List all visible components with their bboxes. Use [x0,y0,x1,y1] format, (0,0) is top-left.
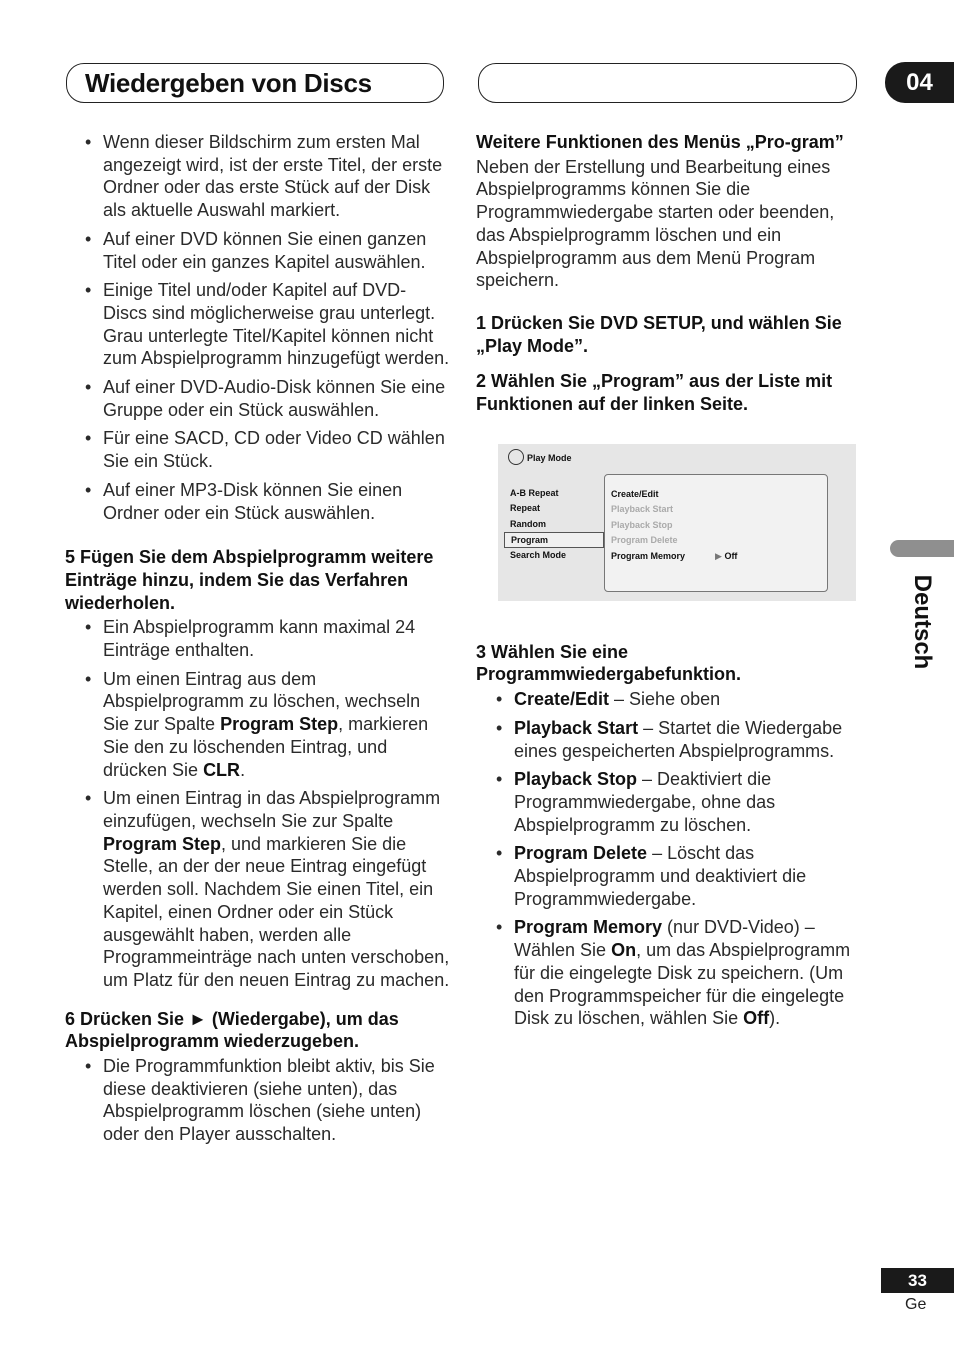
step-1-heading: 1 Drücken Sie DVD SETUP, und wählen Sie „Play Mode”. [476,312,842,356]
list-item: • Auf einer DVD-Audio-Disk können Sie eine Gruppe oder ein Stück auswählen. [65,376,450,421]
step-6-heading: 6 Drücken Sie ► (Wiedergabe), um das Abspielprogramm wiederzugeben. [65,1008,399,1052]
memory-value-text: Off [724,550,738,561]
page-header [66,63,444,103]
menu-item-repeat[interactable]: Repeat [510,503,541,514]
submenu-item-playback-start[interactable]: Playback Start [611,504,674,515]
triangle-right-icon: ▶ [715,550,722,561]
term-program-step: Program Step [103,833,222,854]
list-item [476,717,861,762]
list-item: • Für eine SACD, CD oder Video CD wählen Sie ein Stück. [65,427,450,472]
text-run: – Startet die Wiedergabe eines gespeicherten Abspielprogramms. [514,717,843,761]
text-run: ). [769,1008,781,1029]
term-playback-start: Playback Start [514,717,639,738]
page-number: 33 [881,1268,954,1293]
list-item [65,668,450,782]
list-item [476,688,861,711]
step-5-heading: 5 Fügen Sie dem Abspielprogramm weitere Einträge hinzu, indem Sie das Verfahren wiederholen. [65,547,434,613]
term-off: Off [743,1008,770,1029]
screen-menu [504,486,604,564]
language-tab-marker [890,540,954,557]
term-on: On [611,940,637,961]
bullet-list-step6 [65,1055,450,1146]
text-run: – Siehe oben [609,689,721,710]
text-run: Um einen Eintrag in das Abspielprogramm einzufügen, wechseln Sie zur Spalte [103,788,441,831]
play-mode-screen [498,444,856,601]
term-playback-stop: Playback Stop [514,769,638,790]
term-create-edit: Create/Edit [514,689,610,710]
dvd-disc-icon [508,449,524,465]
screen-title: Play Mode [527,452,572,463]
intro-paragraph: Neben der Erstellung und Bearbeitung eines Abspielprogramms können Sie die Programmwiedergabe starten oder beenden, das Abspielprogramm löschen und ein Abspielprogramm aus dem Menü Program speichern. [476,156,835,291]
list-item: • Auf einer MP3-Disk können Sie einen Ordner oder ein Stück auswählen. [65,479,450,524]
bullet-list-top [65,131,450,524]
term-program-memory: Program Memory [514,917,663,938]
text-run: , um das Abspielprogramm für die eingelegte Disk zu speichern. (Um den Programmspeicher für die eingelegte Disk zu löschen, wählen Sie [514,940,851,1029]
header-blank-frame [478,63,857,103]
text-run: (nur DVD-Video) – Wählen Sie [514,917,815,961]
text-run: , und markieren Sie die Stelle, an der der neue Eintrag eingefügt werden soll. Nachdem Sie einen Titel, ein Kapitel, einen Ordner oder ein Stück ausgewählt haben, werden alle Programmeinträge nach unten verschoben, um Platz für den neuen Eintrag zu machen. [103,833,450,990]
list-item [65,787,450,991]
term-program-delete: Program Delete [514,843,648,864]
chapter-badge: 04 [885,62,954,103]
submenu-item-program-delete[interactable]: Program Delete [611,535,678,546]
program-submenu [604,474,828,592]
term-clr: CLR [203,759,241,780]
text-run: – Deaktiviert die Programmwiedergabe, ohne das Abspielprogramm zu löschen. [514,769,776,835]
page-language-code: Ge [905,1296,927,1313]
page-title: Wiedergeben von Discs [85,68,372,98]
memory-value [715,549,737,565]
list-item: • Wenn dieser Bildschirm zum ersten Mal angezeigt wird, ist der erste Titel, der erste Ordner oder das erste Stück auf der Disk als aktuelle Auswahl markiert. [65,131,450,222]
list-item [476,916,861,1030]
menu-item-search-mode[interactable]: Search Mode [510,549,567,560]
text-run: , markieren Sie den zu löschenden Eintrag, und drücken Sie [103,714,429,780]
submenu-item-playback-stop[interactable]: Playback Stop [611,519,673,530]
left-column [65,131,450,1152]
list-item [476,768,861,836]
list-item: • Ein Abspielprogramm kann maximal 24 Einträge enthalten. [65,616,450,661]
list-item [476,842,861,910]
list-item: • Einige Titel und/oder Kapitel auf DVD-Discs sind möglicherweise grau unterlegt. Grau unterlegte Titel/Kapitel können nicht zum Abspielprogramm hinzugefügt werden. [65,279,450,370]
bullet-list-step5 [65,616,450,991]
menu-item-program[interactable]: Program [504,532,604,548]
list-item: • Die Programmfunktion bleibt aktiv, bis Sie diese deaktivieren (siehe unten), das Abspielprogramm löschen (siehe unten) oder den Player ausschalten. [65,1055,450,1146]
text-run: . [240,759,246,780]
submenu-item-program-memory[interactable] [611,549,827,565]
function-list [476,688,861,1030]
list-item: • Auf einer DVD können Sie einen ganzen Titel oder ein ganzes Kapitel auswählen. [65,228,450,273]
step-2-heading: 2 Wählen Sie „Program” aus der Liste mit Funktionen auf der linken Seite. [476,371,833,415]
right-column [476,131,861,1036]
submenu-item-create-edit[interactable]: Create/Edit [611,488,659,499]
language-label: Deutsch [909,574,936,670]
submenu-label: Program Memory [611,550,686,561]
term-program-step: Program Step [220,714,339,735]
text-run: – Löscht das Abspielprogramm und deaktiviert die Programmwiedergabe. [514,843,807,909]
menu-item-ab-repeat[interactable]: A-B Repeat [510,487,559,498]
section-heading: Weitere Funktionen des Menüs „Pro-gram” [476,132,844,152]
step-3-heading: 3 Wählen Sie eine Programmwiedergabefunktion. [476,641,742,685]
menu-item-random[interactable]: Random [510,518,546,529]
text-run: Um einen Eintrag aus dem Abspielprogramm zu löschen, wechseln Sie zur Spalte [103,668,421,735]
